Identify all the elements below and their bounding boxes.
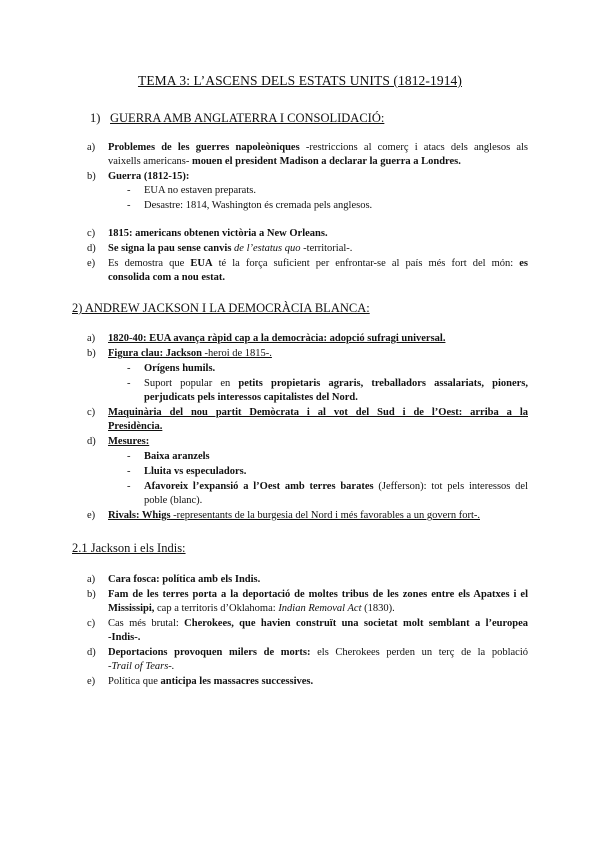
section-2-heading: 2) ANDREW JACKSON I LA DEMOCRÀCIA BLANCA: <box>72 301 370 315</box>
list-item-label: Guerra (1812-15): <box>108 171 190 182</box>
sub-item-continuation: perjudicats pels interessos capitalistes del Nord. <box>144 392 358 403</box>
list-marker: e) <box>87 258 96 269</box>
dash-bullet: - <box>127 363 131 374</box>
list-marker: d) <box>87 436 96 447</box>
sub-item: Lluita vs especuladors. <box>144 466 247 477</box>
sub-item: Suport popular en petits propietaris agraris, treballadors assalariats, pioners, <box>144 378 528 389</box>
list-marker: c) <box>87 228 96 239</box>
dash-bullet: - <box>127 451 131 462</box>
list-item: Política que anticipa les massacres successives. <box>108 676 314 687</box>
sub-item: Desastre: 1814, Washington és cremada pels anglesos. <box>144 200 373 211</box>
list-marker: c) <box>87 618 96 629</box>
list-item: Cara fosca: política amb els Indis. <box>108 574 261 585</box>
list-item: Se signa la pau sense canvis de l’estatus quo -territorial-. <box>108 243 353 254</box>
list-item: Rivals: Whigs -representants de la burgesia del Nord i més favorables a un govern fort-. <box>108 510 480 521</box>
list-marker: b) <box>87 348 96 359</box>
list-marker: a) <box>87 333 96 344</box>
dash-bullet: - <box>127 481 131 492</box>
list-item: Figura clau: Jackson -heroi de 1815-. <box>108 348 272 359</box>
list-item-continuation: consolida com a nou estat. <box>108 272 225 283</box>
list-marker: b) <box>87 589 96 600</box>
dash-bullet: - <box>127 185 131 196</box>
list-item: Problemes de les guerres napoleòniques -restriccions al comerç i atacs dels anglesos als <box>108 142 528 153</box>
sub-item-continuation: poble (blanc). <box>144 495 203 506</box>
section-2-1-heading: 2.1 Jackson i els Indis: <box>72 541 186 555</box>
list-item: 1820-40: EUA avança ràpid cap a la democràcia: adopció sufragi universal. <box>108 333 446 344</box>
sub-item: Afavoreix l’expansió a l’Oest amb terres barates (Jefferson): tot pels interessos del <box>144 481 528 492</box>
list-item-continuation: -Indis-. <box>108 632 141 643</box>
section-1-number: 1) <box>90 111 101 125</box>
list-item: Cas més brutal: Cherokees, que havien construït una societat molt semblant a l’europea <box>108 618 528 629</box>
dash-bullet: - <box>127 466 131 477</box>
dash-bullet: - <box>127 200 131 211</box>
list-marker: d) <box>87 243 96 254</box>
list-item: 1815: americans obtenen victòria a New Orleans. <box>108 228 328 239</box>
list-marker: e) <box>87 676 96 687</box>
list-marker: d) <box>87 647 96 658</box>
dash-bullet: - <box>127 378 131 389</box>
list-marker: e) <box>87 510 96 521</box>
list-item-continuation: -Trail of Tears-. <box>108 661 175 672</box>
list-item: Maquinària del nou partit Demòcrata i al vot del Sud i de l’Oest: arriba a la <box>108 407 528 418</box>
section-1-heading: GUERRA AMB ANGLATERRA I CONSOLIDACIÓ: <box>110 111 385 125</box>
list-item-continuation: Mississipi, cap a territoris d’Oklahoma: Indian Removal Act (1830). <box>108 603 395 614</box>
list-item-label: Mesures: <box>108 436 150 447</box>
sub-item: EUA no estaven preparats. <box>144 185 256 196</box>
list-marker: b) <box>87 171 96 182</box>
list-marker: c) <box>87 407 96 418</box>
list-marker: a) <box>87 574 96 585</box>
page-title: TEMA 3: L’ASCENS DELS ESTATS UNITS (1812-1914) <box>137 73 463 88</box>
sub-item: Baixa aranzels <box>144 451 210 462</box>
list-item-continuation: Presidència. <box>108 421 163 432</box>
list-marker: a) <box>87 142 96 153</box>
sub-item: Orígens humils. <box>144 363 216 374</box>
list-item-continuation: vaixells americans- mouen el president Madison a declarar la guerra a Londres. <box>108 156 461 167</box>
list-item: Deportacions provoquen milers de morts: els Cherokees perden un terç de la població <box>108 647 528 658</box>
list-item: Es demostra que EUA té la força suficient per enfrontar-se al país més fort del món: es <box>108 258 528 269</box>
list-item: Fam de les terres porta a la deportació de moltes tribus de les zones entre els Apatxes i el <box>108 589 528 600</box>
